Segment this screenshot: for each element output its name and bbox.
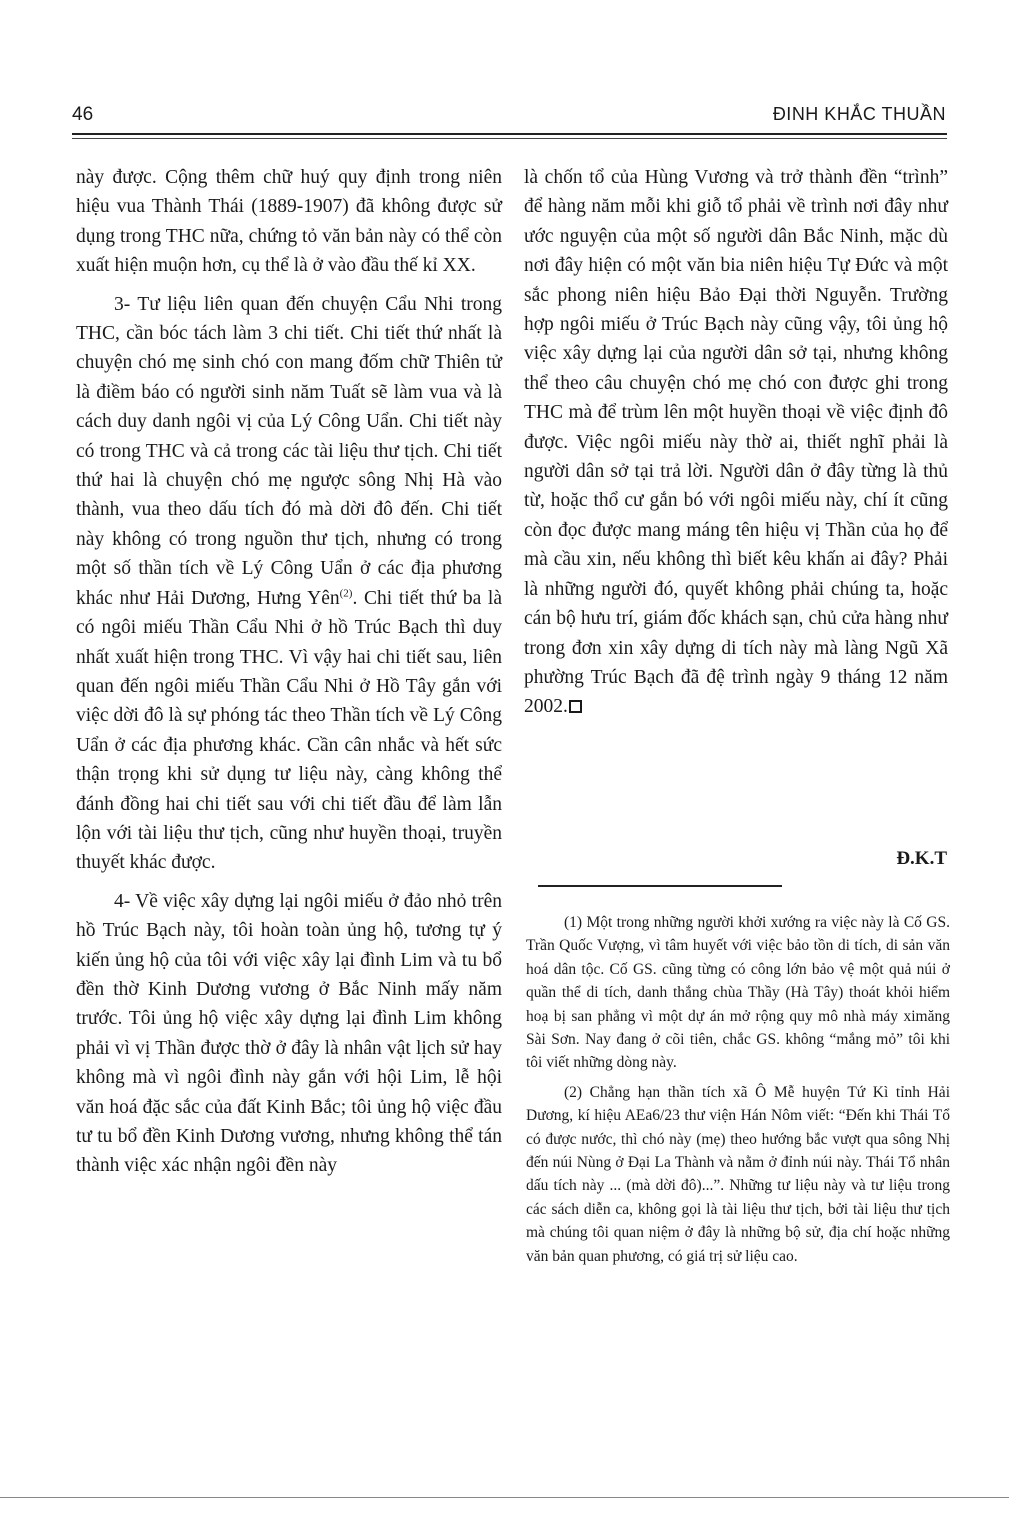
right-column <box>524 163 948 722</box>
page-header <box>72 98 946 132</box>
footnote-2: (2) Chẳng hạn thần tích xã Ô Mễ huyện Tứ Kì tỉnh Hải Dương, kí hiệu AEa6/23 thư viện Hán Nôm viết: “Đến khi Thái Tổ có được nước, thì chó này (mẹ) theo hướng bắc vượt qua sông Nhị đến núi Nùng ở Đại La Thành và nằm ở đỉnh núi này. Thái Tổ nhân dấu tích này ... (mà dời đô)...”. Những tư liệu này và tư liệu trong các sách diễn ca, không gọi là tài liệu thư tịch, bởi tài liệu thư tịch mà chúng tôi quan niệm ở đây là những bộ sử, địa chí hoặc những văn bản quan phương, có giá trị sử liệu cao. <box>526 1083 950 1265</box>
running-head-author: ĐINH KHẮC THUẦN <box>772 104 946 124</box>
author-signature: Đ.K.T <box>896 848 947 869</box>
paragraph-point-3 <box>76 290 502 878</box>
end-of-article-icon <box>569 700 582 713</box>
left-column <box>76 163 502 1181</box>
page-number: 46 <box>72 104 94 125</box>
footnote-separator <box>538 885 782 887</box>
header-rule-thick <box>72 133 947 135</box>
paragraph-point-4: 4- Về việc xây dựng lại ngôi miếu ở đảo nhỏ trên hồ Trúc Bạch này, tôi hoàn toàn ủng hộ, tương tự ý kiến ủng hộ của tôi với việc xây lại đình Lim và tu bổ đền thờ Kinh Dương vương ở Bắc Ninh mấy năm trước. Tôi ủng hộ việc xây dựng lại đình Lim không phải vì vị Thần được thờ ở đây là nhân vật lịch sử hay không mà vì ngôi đình này gắn với hội Lim, lễ hội văn hoá đặc sắc của đất Kinh Bắc; tôi ủng hộ việc đầu tư tu bổ đền Kinh Dương vương, nhưng không thể tán thành việc xác nhận ngôi đền này <box>76 890 502 1177</box>
header-rule-thin <box>72 138 947 139</box>
footnotes <box>526 911 950 1274</box>
paragraph-continued-right <box>524 163 948 722</box>
paragraph-point-3-part-a: 3- Tư liệu liên quan đến chuyện Cẩu Nhi trong THC, cần bóc tách làm 3 chi tiết. Chi tiết thứ nhất là chuyện chó mẹ sinh chó con mang đốm chữ Thiên tử là điềm báo có người sinh năm Tuất sẽ làm vua và là cách duy danh ngôi vị của Lý Công Uẩn. Chi tiết này có trong THC và cả trong các tài liệu thư tịch. Chi tiết thứ hai là chuyện chó mẹ ngược sông Nhị Hà vào thành, vua theo dấu tích đó mà dời đô đến. Chi tiết này không có trong nguồn thư tịch, nhưng có trong một số thần tích về Lý Công Uẩn ở các địa phương khác như Hải Dương, Hưng Yên <box>76 293 502 609</box>
paragraph-continued: này được. Cộng thêm chữ huý quy định trong niên hiệu vua Thành Thái (1889-1907) đã không được sử dụng trong THC nữa, chứng tỏ văn bản này có thể còn xuất hiện muộn hơn, cụ thể là ở vào đầu thế kỉ XX. <box>76 167 502 277</box>
paragraph-right-text: là chốn tổ của Hùng Vương và trở thành đền “trình” để hàng năm mỗi khi giỗ tổ phải về trình nơi đây như ước nguyện của một số người dân Bắc Ninh, mặc dù nơi đây hiện có một văn bia niên hiệu Tự Đức và một sắc phong niên hiệu Bảo Đại thời Nguyễn. Trường hợp ngôi miếu ở Trúc Bạch này cũng vậy, tôi ủng hộ việc xây dựng lại của người dân sở tại, nhưng không thể theo câu chuyện chó mẹ chó con được ghi trong THC mà để trùm lên một huyền thoại về việc định đô được. Việc ngôi miếu này thờ ai, thiết nghĩ phải là người dân sở tại trả lời. Người dân ở đây từng là thủ từ, hoặc thổ cư gắn bó với ngôi miếu này, chí ít cũng còn đọc được mang máng tên hiệu vị Thần của họ để mà cầu xin, nếu không thì biết kêu khấn ai đây? Phải là những người đó, quyết không phải chúng ta, hoặc cán bộ hưu trí, giám đốc khách sạn, chủ cửa hàng như trong đơn xin xây dựng di tích này mà làng Ngũ Xã phường Trúc Bạch đã đệ trình ngày 9 tháng 12 năm 2002. <box>524 167 948 718</box>
footnote-ref-2[interactable]: (2) <box>339 587 353 600</box>
page-bottom-edge <box>0 1497 1009 1498</box>
footnote-1: (1) Một trong những người khởi xướng ra việc này là Cố GS. Trần Quốc Vượng, vì tâm huyết với việc bảo tồn di tích, di sản văn hoá dân tộc. Cố GS. cũng từng có công lớn bảo vệ một quả núi ở quần thể di tích, danh thắng chùa Thầy (Hà Tây) thoát khỏi hiểm hoạ bị san phẳng vì một dự án mở rộng quy mô nhà máy ximăng Sài Sơn. Nay đang ở cõi tiên, chắc GS. không “mắng mỏ” tôi khi tôi viết những dòng này. <box>526 914 950 1072</box>
paragraph-point-3-part-b: . Chi tiết thứ ba là có ngôi miếu Thần Cẩu Nhi ở hồ Trúc Bạch thì duy nhất xuất hiện trong THC. Vì vậy hai chi tiết sau, liên quan đến ngôi miếu Thần Cẩu Nhi ở Hồ Tây gắn với việc dời đô là sự phóng tác theo Thần tích về Lý Công Uẩn ở các địa phương khác. Cần cân nhắc và hết sức thận trọng khi sử dụng tư liệu này, càng không thể đánh đồng hai chi tiết sau với chi tiết đầu để làm lẫn lộn với tài liệu thư tịch, cũng như huyền thoại, truyền thuyết khác được. <box>76 587 502 874</box>
